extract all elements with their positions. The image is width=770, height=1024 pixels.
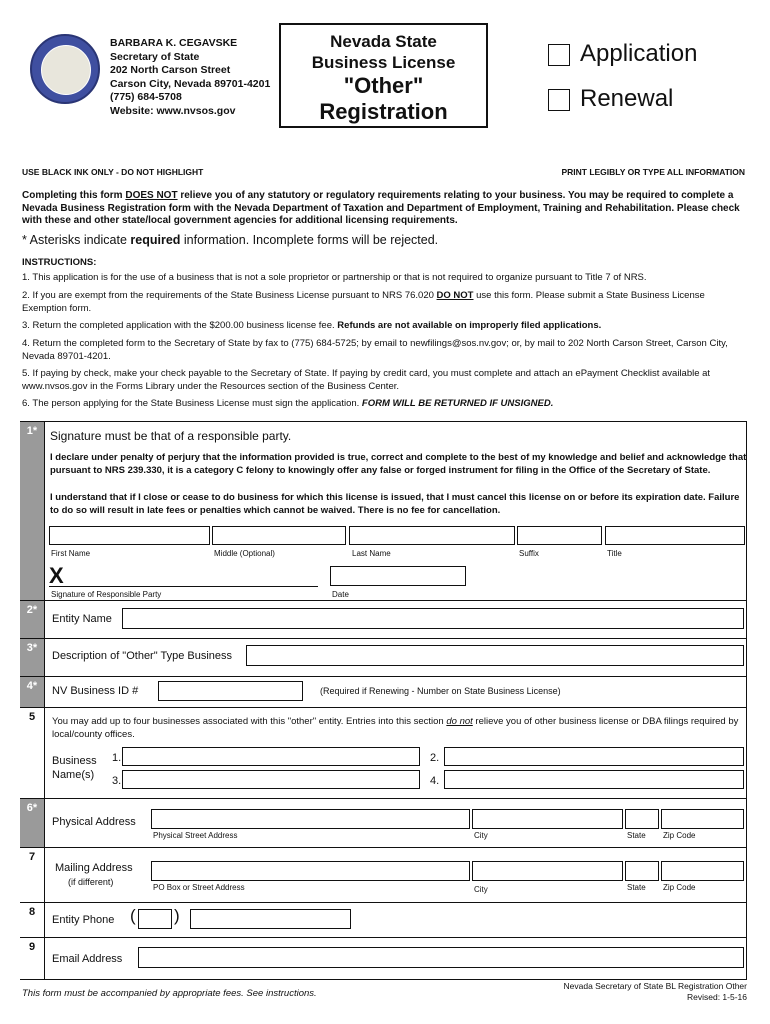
intro-a: Completing this form: [22, 190, 123, 201]
nv-business-id-field[interactable]: [158, 681, 303, 701]
divider-9: [20, 937, 747, 938]
instruction-5: 5. If paying by check, make your check payable to the Secretary of State. If paying by credit card, you must complete and attach an ePayment Checklist available at www.nvsos.gov in the Forms Library under the Resources section of the Business Center.: [22, 368, 711, 392]
last-name-label: Last Name: [352, 549, 391, 558]
nv-business-id-note: (Required if Renewing - Number on State Business License): [320, 686, 561, 696]
section-1-title: Signature must be that of a responsible party.: [50, 429, 292, 443]
section-8-number: 8: [20, 903, 44, 937]
divider-7: [20, 847, 747, 848]
business-name-2-field[interactable]: [444, 747, 744, 766]
business-name-3-num: 3.: [112, 775, 122, 787]
divider-4: [20, 676, 747, 677]
nv-business-id-label: NV Business ID #: [52, 685, 139, 697]
section-6-number: 6*: [20, 799, 44, 847]
phone-paren-close: ): [174, 906, 180, 925]
business-name-1-num: 1.: [112, 752, 122, 764]
title-label: Title: [607, 549, 622, 558]
divider-6: [20, 798, 747, 799]
business-names-label-1: Business: [52, 755, 97, 767]
ink-notice: USE BLACK INK ONLY - DO NOT HIGHLIGHT: [22, 167, 204, 177]
mailing-address-sublabel: (if different): [68, 877, 114, 887]
mailing-address-label: Mailing Address: [55, 862, 133, 874]
intro-c: relieve you of any statutory or regulatory requirements relating to your business. You may be required to complete a Nevada Business Registration form with the Nevada Department of Taxation and Department of Employment, Training and Rehabilitation. Please check with these and other state/local government agencies for additional licensing requirements.: [22, 190, 740, 226]
entity-name-field[interactable]: [122, 608, 744, 629]
middle-name-label: Middle (Optional): [214, 549, 275, 558]
perjury-declaration: I declare under penalty of perjury that the information provided is true, correct and complete to the best of my knowledge and belief and acknowledge that pursuant to NRS 239.330, it is a category C felony to knowingly offer any false or forged instrument for filing in the Office of the Secretary of State.: [50, 452, 747, 476]
form-revised: Revised: 1-5-16: [686, 992, 747, 1002]
section-4-number: 4*: [20, 677, 44, 707]
asterisk-c: information. Incomplete forms will be rejected.: [180, 233, 439, 247]
renewal-label: Renewal: [580, 85, 674, 112]
email-address-label: Email Address: [52, 953, 123, 965]
office-phone: (775) 684-5708: [110, 91, 182, 103]
divider-5: [20, 707, 747, 708]
email-address-field[interactable]: [138, 947, 744, 968]
po-box-label: PO Box or Street Address: [153, 883, 245, 892]
signature-x-mark: X: [49, 563, 64, 588]
title-line-1: Nevada State: [330, 32, 437, 51]
office-address: [110, 37, 270, 118]
phone-paren-open: (: [130, 906, 136, 925]
title-field[interactable]: [605, 526, 745, 545]
divider-3: [20, 638, 747, 639]
physical-address-label: Physical Address: [52, 816, 136, 828]
business-names-label: [52, 754, 97, 782]
instruction-1: 1. This application is for the use of a business that is not a sole proprietor or partnership or that is not required to organize pursuant to Title 7 of NRS.: [22, 272, 647, 283]
asterisk-note: [22, 233, 438, 247]
s5-text-b: do not: [446, 716, 473, 727]
renewal-checkbox[interactable]: [548, 89, 570, 111]
business-description-label: Description of "Other" Type Business: [52, 650, 233, 662]
intro-paragraph: [22, 190, 747, 228]
application-checkbox[interactable]: [548, 44, 570, 66]
section-3-number: 3*: [20, 639, 44, 676]
instruction-4: 4. Return the completed form to the Secretary of State by fax to (775) 684-5725; by email to newfilings@sos.nv.gov; or, by mail to 202 North Carson Street, Carson City, Nevada 89701-4201.: [22, 338, 728, 362]
physical-street-field[interactable]: [151, 809, 470, 829]
section-1-number: 1*: [20, 422, 44, 600]
title-line-4: Registration: [319, 99, 448, 124]
form-name: Nevada Secretary of State BL Registration Other: [563, 981, 747, 991]
business-name-3-field[interactable]: [122, 770, 420, 789]
i3a: 3. Return the completed application with the $200.00 business license fee.: [22, 320, 335, 331]
phone-area-code-field[interactable]: [138, 909, 172, 929]
i6b: FORM WILL BE RETURNED IF UNSIGNED.: [361, 398, 554, 409]
physical-city-field[interactable]: [472, 809, 623, 829]
signature-label: Signature of Responsible Party: [51, 590, 162, 599]
office-title: Secretary of State: [110, 50, 200, 63]
i6a: 6. The person applying for the State Business License must sign the application.: [22, 398, 360, 409]
s5-text-c: relieve you of other business license or DBA filings required by local/county offices.: [52, 716, 739, 740]
divider-8: [20, 902, 747, 903]
i2c: use this form. Please submit a State Business License Exemption form.: [22, 290, 705, 314]
title-line-2: Business License: [311, 53, 456, 72]
form-title-box: [279, 23, 488, 128]
mailing-state-field[interactable]: [625, 861, 659, 881]
office-website: Website: www.nvsos.gov: [110, 104, 236, 117]
instruction-2: [22, 290, 747, 315]
date-field[interactable]: [330, 566, 466, 586]
instructions-heading: INSTRUCTIONS:: [22, 257, 97, 268]
form-revision: [564, 981, 747, 1003]
date-label: Date: [332, 590, 349, 599]
mailing-city-field[interactable]: [472, 861, 623, 881]
suffix-field[interactable]: [517, 526, 602, 545]
section-9-number: 9: [20, 938, 44, 979]
title-line-3: "Other": [343, 73, 424, 98]
mailing-street-field[interactable]: [151, 861, 470, 881]
middle-name-field[interactable]: [212, 526, 346, 545]
asterisk-a: * Asterisks indicate: [22, 233, 131, 247]
business-name-1-field[interactable]: [122, 747, 420, 766]
physical-street-label: Physical Street Address: [153, 831, 238, 840]
business-names-label-2: Name(s): [52, 769, 95, 781]
section-2-number: 2*: [20, 601, 44, 638]
cancellation-statement: I understand that if I close or cease to do business for which this license is issued, that I must cancel this license on or before its expiration date. Failure to do so will result in late fees or penalties which cannot be waived. There is no fee for cancellation.: [50, 492, 740, 516]
physical-state-label: State: [627, 831, 646, 840]
additional-businesses-note: [52, 716, 742, 741]
signature-line[interactable]: [49, 586, 318, 587]
asterisk-b: required: [130, 233, 181, 247]
physical-state-field[interactable]: [625, 809, 659, 829]
i2a: 2. If you are exempt from the requirements of the State Business License pursuant to NRS 76.020: [22, 290, 434, 301]
i2b: DO NOT: [436, 290, 474, 301]
physical-zip-label: Zip Code: [663, 831, 696, 840]
application-label: Application: [580, 40, 698, 67]
intro-b: DOES NOT: [125, 190, 178, 201]
mailing-state-label: State: [627, 883, 646, 892]
business-description-field[interactable]: [246, 645, 744, 666]
legibly-notice: PRINT LEGIBLY OR TYPE ALL INFORMATION: [561, 167, 745, 177]
divider-2: [20, 600, 747, 601]
mailing-city-label: City: [474, 885, 488, 894]
entity-name-label: Entity Name: [52, 613, 112, 625]
business-name-4-num: 4.: [430, 775, 440, 787]
s5-text-a: You may add up to four businesses associated with this "other" entity. Entries into this section: [52, 716, 447, 727]
nevada-state-seal: [30, 34, 100, 104]
office-name: BARBARA K. CEGAVSKE: [110, 37, 238, 49]
number-column-divider: [44, 421, 45, 980]
section-5-number: 5: [20, 708, 44, 798]
fee-notice: This form must be accompanied by appropriate fees. See instructions.: [22, 988, 317, 999]
office-street: 202 North Carson Street: [110, 64, 231, 76]
instruction-3: [22, 320, 747, 333]
seal-emblem-icon: [41, 45, 91, 95]
first-name-label: First Name: [51, 549, 91, 558]
entity-phone-label: Entity Phone: [52, 914, 115, 926]
last-name-field[interactable]: [349, 526, 515, 545]
section-7-number: 7: [20, 848, 44, 902]
instruction-6: [22, 398, 747, 411]
mailing-zip-label: Zip Code: [663, 883, 696, 892]
i3b: Refunds are not available on improperly filed applications.: [337, 320, 602, 331]
suffix-label: Suffix: [519, 549, 539, 558]
first-name-field[interactable]: [49, 526, 210, 545]
phone-number-field[interactable]: [190, 909, 351, 929]
physical-city-label: City: [474, 831, 488, 840]
mailing-zip-field[interactable]: [661, 861, 744, 881]
physical-zip-field[interactable]: [661, 809, 744, 829]
business-name-4-field[interactable]: [444, 770, 744, 789]
office-city: Carson City, Nevada 89701-4201: [110, 77, 271, 90]
business-name-2-num: 2.: [430, 752, 440, 764]
